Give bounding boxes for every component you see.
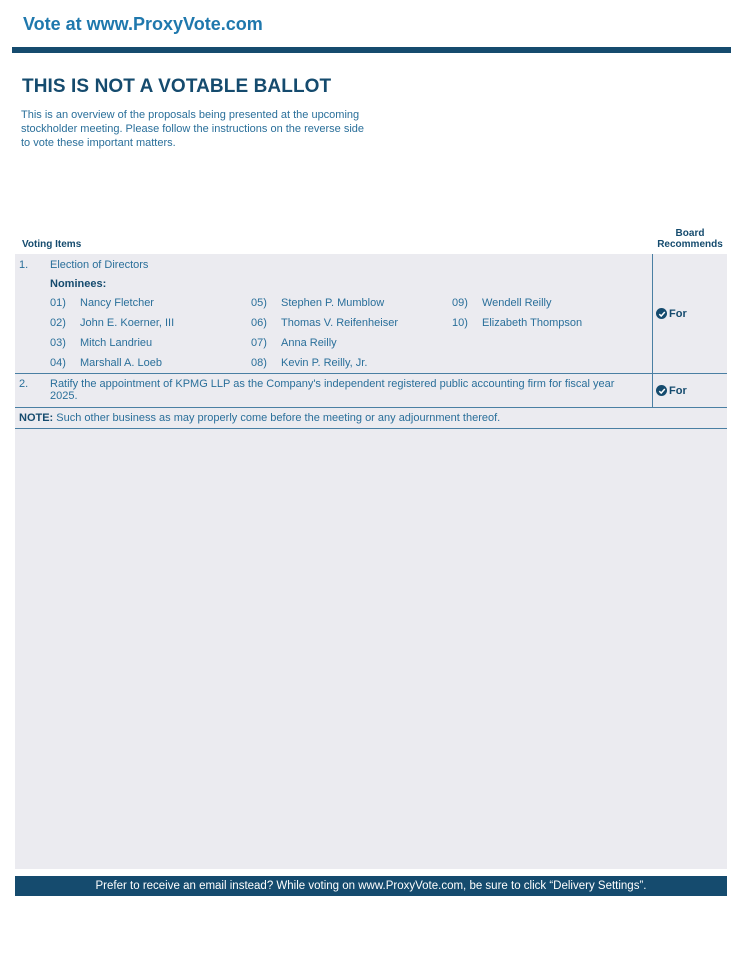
note-row — [19, 412, 500, 424]
item-2-text-line2: 2025. — [50, 390, 78, 402]
item-2-recommendation — [656, 384, 687, 397]
row-divider — [15, 373, 727, 374]
nominee-name: Anna Reilly — [281, 337, 337, 349]
nominee-number: 07) — [251, 337, 267, 349]
nominee-name: Wendell Reilly — [482, 297, 552, 309]
header-divider-bar — [12, 47, 731, 53]
nominee-name: Stephen P. Mumblow — [281, 297, 385, 309]
checkmark-icon — [656, 385, 667, 396]
board-recommends-line2: Recommends — [657, 239, 723, 250]
row-divider — [15, 428, 727, 429]
row-divider — [15, 407, 727, 408]
footer-banner: Prefer to receive an email instead? While voting on www.ProxyVote.com, be sure to click “Delivery Settings”. — [15, 876, 727, 896]
nominee-name: Nancy Fletcher — [80, 297, 154, 309]
nominee-name: Mitch Landrieu — [80, 337, 153, 349]
page-title: THIS IS NOT A VOTABLE BALLOT — [22, 76, 332, 97]
item-1-number: 1. — [19, 259, 29, 271]
nominee-number: 04) — [50, 357, 66, 369]
item-1-recommendation — [656, 307, 687, 320]
recommendation-label: For — [669, 384, 687, 397]
item-2-text-line1: Ratify the appointment of KPMG LLP as the Company's independent registered public accounting firm for fiscal year — [50, 378, 615, 390]
voting-items-column-header: Voting Items — [22, 239, 82, 250]
nominee-number: 09) — [452, 297, 468, 309]
nominee-name: Kevin P. Reilly, Jr. — [281, 357, 368, 369]
item-2-number: 2. — [19, 378, 29, 390]
recommendation-column-divider — [652, 254, 653, 408]
nominee-number: 03) — [50, 337, 66, 349]
nominee-number: 05) — [251, 297, 267, 309]
nominee-number: 10) — [452, 317, 468, 329]
nominee-name: Marshall A. Loeb — [80, 357, 162, 369]
nominee-number: 02) — [50, 317, 66, 329]
note-text: Such other business as may properly come before the meeting or any adjournment thereof. — [53, 412, 501, 424]
checkmark-icon — [656, 308, 667, 319]
intro-paragraph: This is an overview of the proposals being presented at the upcoming stockholder meeting. Please follow the instructions on the reverse side to vote these important matters. — [21, 109, 365, 149]
recommendation-label: For — [669, 307, 687, 320]
note-label: NOTE: — [19, 412, 54, 424]
nominees-label: Nominees: — [50, 278, 107, 290]
nominee-name: Thomas V. Reifenheiser — [281, 317, 398, 329]
item-1-title: Election of Directors — [50, 259, 149, 271]
nominee-number: 08) — [251, 357, 267, 369]
nominee-name: Elizabeth Thompson — [482, 317, 583, 329]
nominee-name: John E. Koerner, III — [80, 317, 175, 329]
nominee-number: 06) — [251, 317, 267, 329]
proxyvote-url-header[interactable]: Vote at www.ProxyVote.com — [23, 14, 263, 34]
board-recommends-line1: Board — [675, 228, 705, 239]
nominee-number: 01) — [50, 297, 66, 309]
board-recommends-column-header — [654, 228, 726, 250]
